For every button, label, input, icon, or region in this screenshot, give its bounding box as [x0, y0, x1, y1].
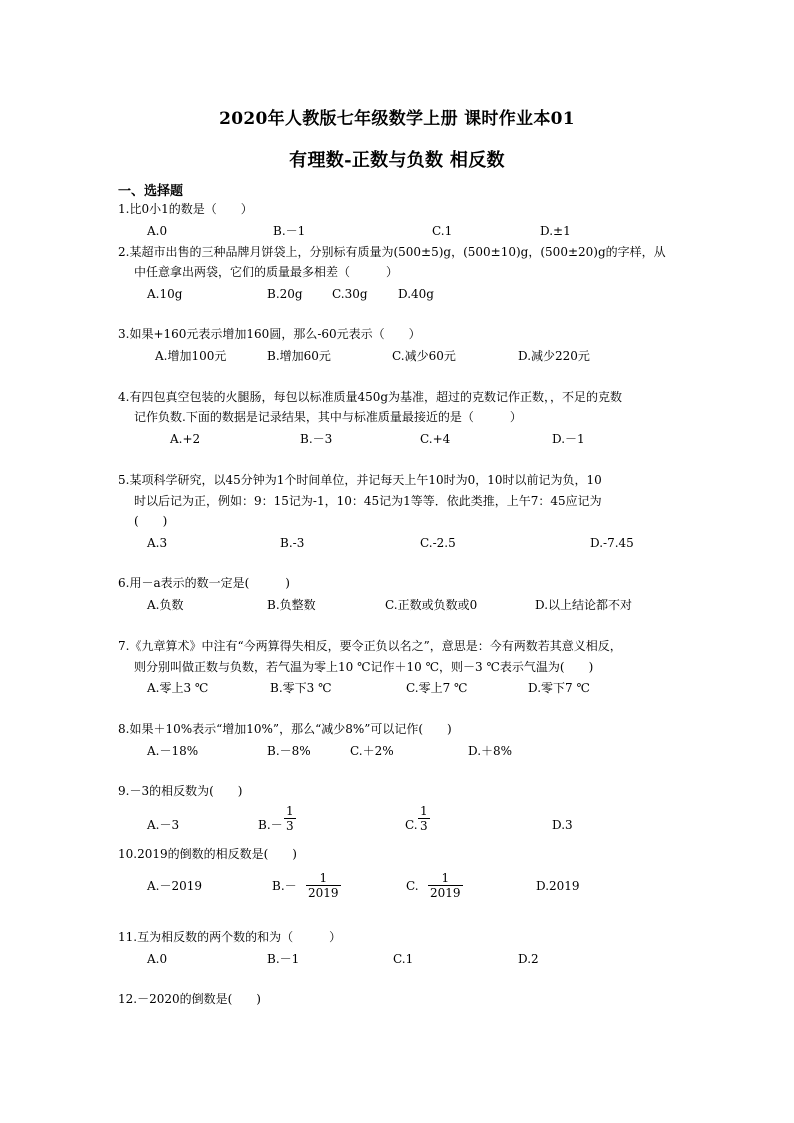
question-2-text: 2.某超市出售的三种品牌月饼袋上，分别标有质量为(500±5)g，(500±10)g，(500±20)g的字样，从	[118, 245, 666, 259]
question-5-option-a: A.3	[147, 536, 168, 550]
fraction-numerator: 1	[319, 871, 328, 885]
question-8-option-b: B.－8%	[267, 744, 311, 758]
fraction-numerator: 1	[420, 804, 428, 818]
question-4-option-b: B.－3	[300, 432, 333, 446]
question-4-text-cont: 记作负数.下面的数据是记录结果，其中与标准质量最接近的是（ ）	[134, 410, 522, 424]
question-3-option-a: A.增加100元	[155, 349, 227, 363]
question-9-option-c-fraction	[418, 804, 430, 833]
question-4-option-d: D.－1	[552, 432, 585, 446]
question-10-option-b: B.－	[272, 879, 297, 893]
question-9-option-c: C.	[405, 818, 418, 832]
question-8-option-d: D.＋8%	[468, 744, 513, 758]
question-9-option-b: B.－	[258, 818, 283, 832]
fraction-numerator: 1	[286, 804, 294, 818]
question-1-option-d: D.±1	[540, 224, 571, 238]
question-7-option-a: A.零上3 ℃	[147, 681, 209, 695]
question-5-text-cont: 时以后记为正，例如：9：15记为-1，10：45记为1等等．依此类推，上午7：45应记为	[134, 494, 602, 508]
question-6-text: 6.用－a表示的数一定是( )	[118, 576, 290, 590]
question-7-option-c: C.零上7 ℃	[406, 681, 468, 695]
question-11-text: 11.互为相反数的两个数的和为（ ）	[118, 930, 342, 944]
question-5-option-c: C.-2.5	[420, 536, 456, 550]
question-10-option-d: D.2019	[536, 879, 580, 893]
question-3-option-c: C.减少60元	[392, 349, 456, 363]
page-title: 2020年人教版七年级数学上册 课时作业本01	[219, 109, 575, 129]
question-2-option-d: D.40g	[398, 287, 434, 301]
question-6-option-d: D.以上结论都不对	[535, 598, 633, 612]
question-9-option-b-fraction	[284, 804, 296, 833]
question-10-option-b-fraction	[306, 871, 341, 900]
question-1-option-a: A.0	[147, 224, 168, 238]
question-8-text: 8.如果＋10%表示“增加10%”，那么“减少8%”可以记作( )	[118, 722, 452, 736]
fraction-denominator: 3	[420, 819, 428, 833]
question-5-option-d: D.-7.45	[590, 536, 634, 550]
question-2-text-cont: 中任意拿出两袋，它们的质量最多相差（ ）	[134, 265, 399, 279]
question-7-option-d: D.零下7 ℃	[528, 681, 590, 695]
question-3-option-d: D.减少220元	[518, 349, 590, 363]
fraction-denominator: 3	[286, 819, 294, 833]
question-6-option-b: B.负整数	[267, 598, 316, 612]
question-10-option-c-fraction	[428, 871, 463, 900]
question-9-option-a: A.－3	[147, 818, 180, 832]
question-1-option-c: C.1	[432, 224, 453, 238]
question-7-text: 7.《九章算术》中注有“今两算得失相反，要令正负以名之”，意思是：今有两数若其意义相反，	[118, 639, 622, 653]
question-7-option-b: B.零下3 ℃	[270, 681, 332, 695]
question-8-option-c: C.＋2%	[350, 744, 394, 758]
question-6-option-a: A.负数	[147, 598, 184, 612]
question-5-text: 5.某项科学研究，以45分钟为1个时间单位，并记每天上午10时为0，10时以前记为负，10	[118, 473, 602, 487]
question-11-option-a: A.0	[147, 952, 168, 966]
question-9-text: 9.－3的相反数为( )	[118, 784, 243, 798]
fraction-numerator: 1	[441, 871, 450, 885]
question-4-option-a: A.+2	[170, 432, 201, 446]
question-10-option-c: C.	[406, 879, 419, 893]
question-5-option-b: B.-3	[280, 536, 305, 550]
question-3-text: 3.如果+160元表示增加160圆，那么-60元表示（ ）	[118, 327, 421, 341]
question-4-option-c: C.+4	[420, 432, 451, 446]
question-11-option-c: C.1	[393, 952, 414, 966]
question-7-text-cont: 则分别叫做正数与负数，若气温为零上10 ℃记作＋10 ℃，则－3 ℃表示气温为( )	[134, 660, 594, 674]
fraction-denominator: 2019	[430, 886, 461, 900]
question-9-option-d: D.3	[552, 818, 573, 832]
section-heading: 一、选择题	[118, 184, 184, 199]
question-11-option-b: B.－1	[267, 952, 300, 966]
question-2-option-c: C.30g	[332, 287, 368, 301]
question-3-option-b: B.增加60元	[267, 349, 331, 363]
question-1-option-b: B.－1	[273, 224, 306, 238]
page-subtitle: 有理数-正数与负数 相反数	[289, 150, 505, 171]
question-11-option-d: D.2	[518, 952, 539, 966]
fraction-denominator: 2019	[308, 886, 339, 900]
question-2-option-a: A.10g	[147, 287, 183, 301]
question-8-option-a: A.－18%	[147, 744, 199, 758]
question-6-option-c: C.正数或负数或0	[385, 598, 478, 612]
question-12-text: 12.－2020的倒数是( )	[118, 992, 261, 1006]
question-1-text: 1.比0小1的数是（ ）	[118, 202, 253, 216]
question-10-option-a: A.－2019	[147, 879, 203, 893]
question-10-text: 10.2019的倒数的相反数是( )	[118, 847, 297, 861]
question-2-option-b: B.20g	[267, 287, 303, 301]
question-4-text: 4.有四包真空包装的火腿肠，每包以标准质量450g为基准，超过的克数记作正数，，不足的克数	[118, 390, 623, 404]
question-5-text-cont2: ( )	[134, 514, 168, 528]
